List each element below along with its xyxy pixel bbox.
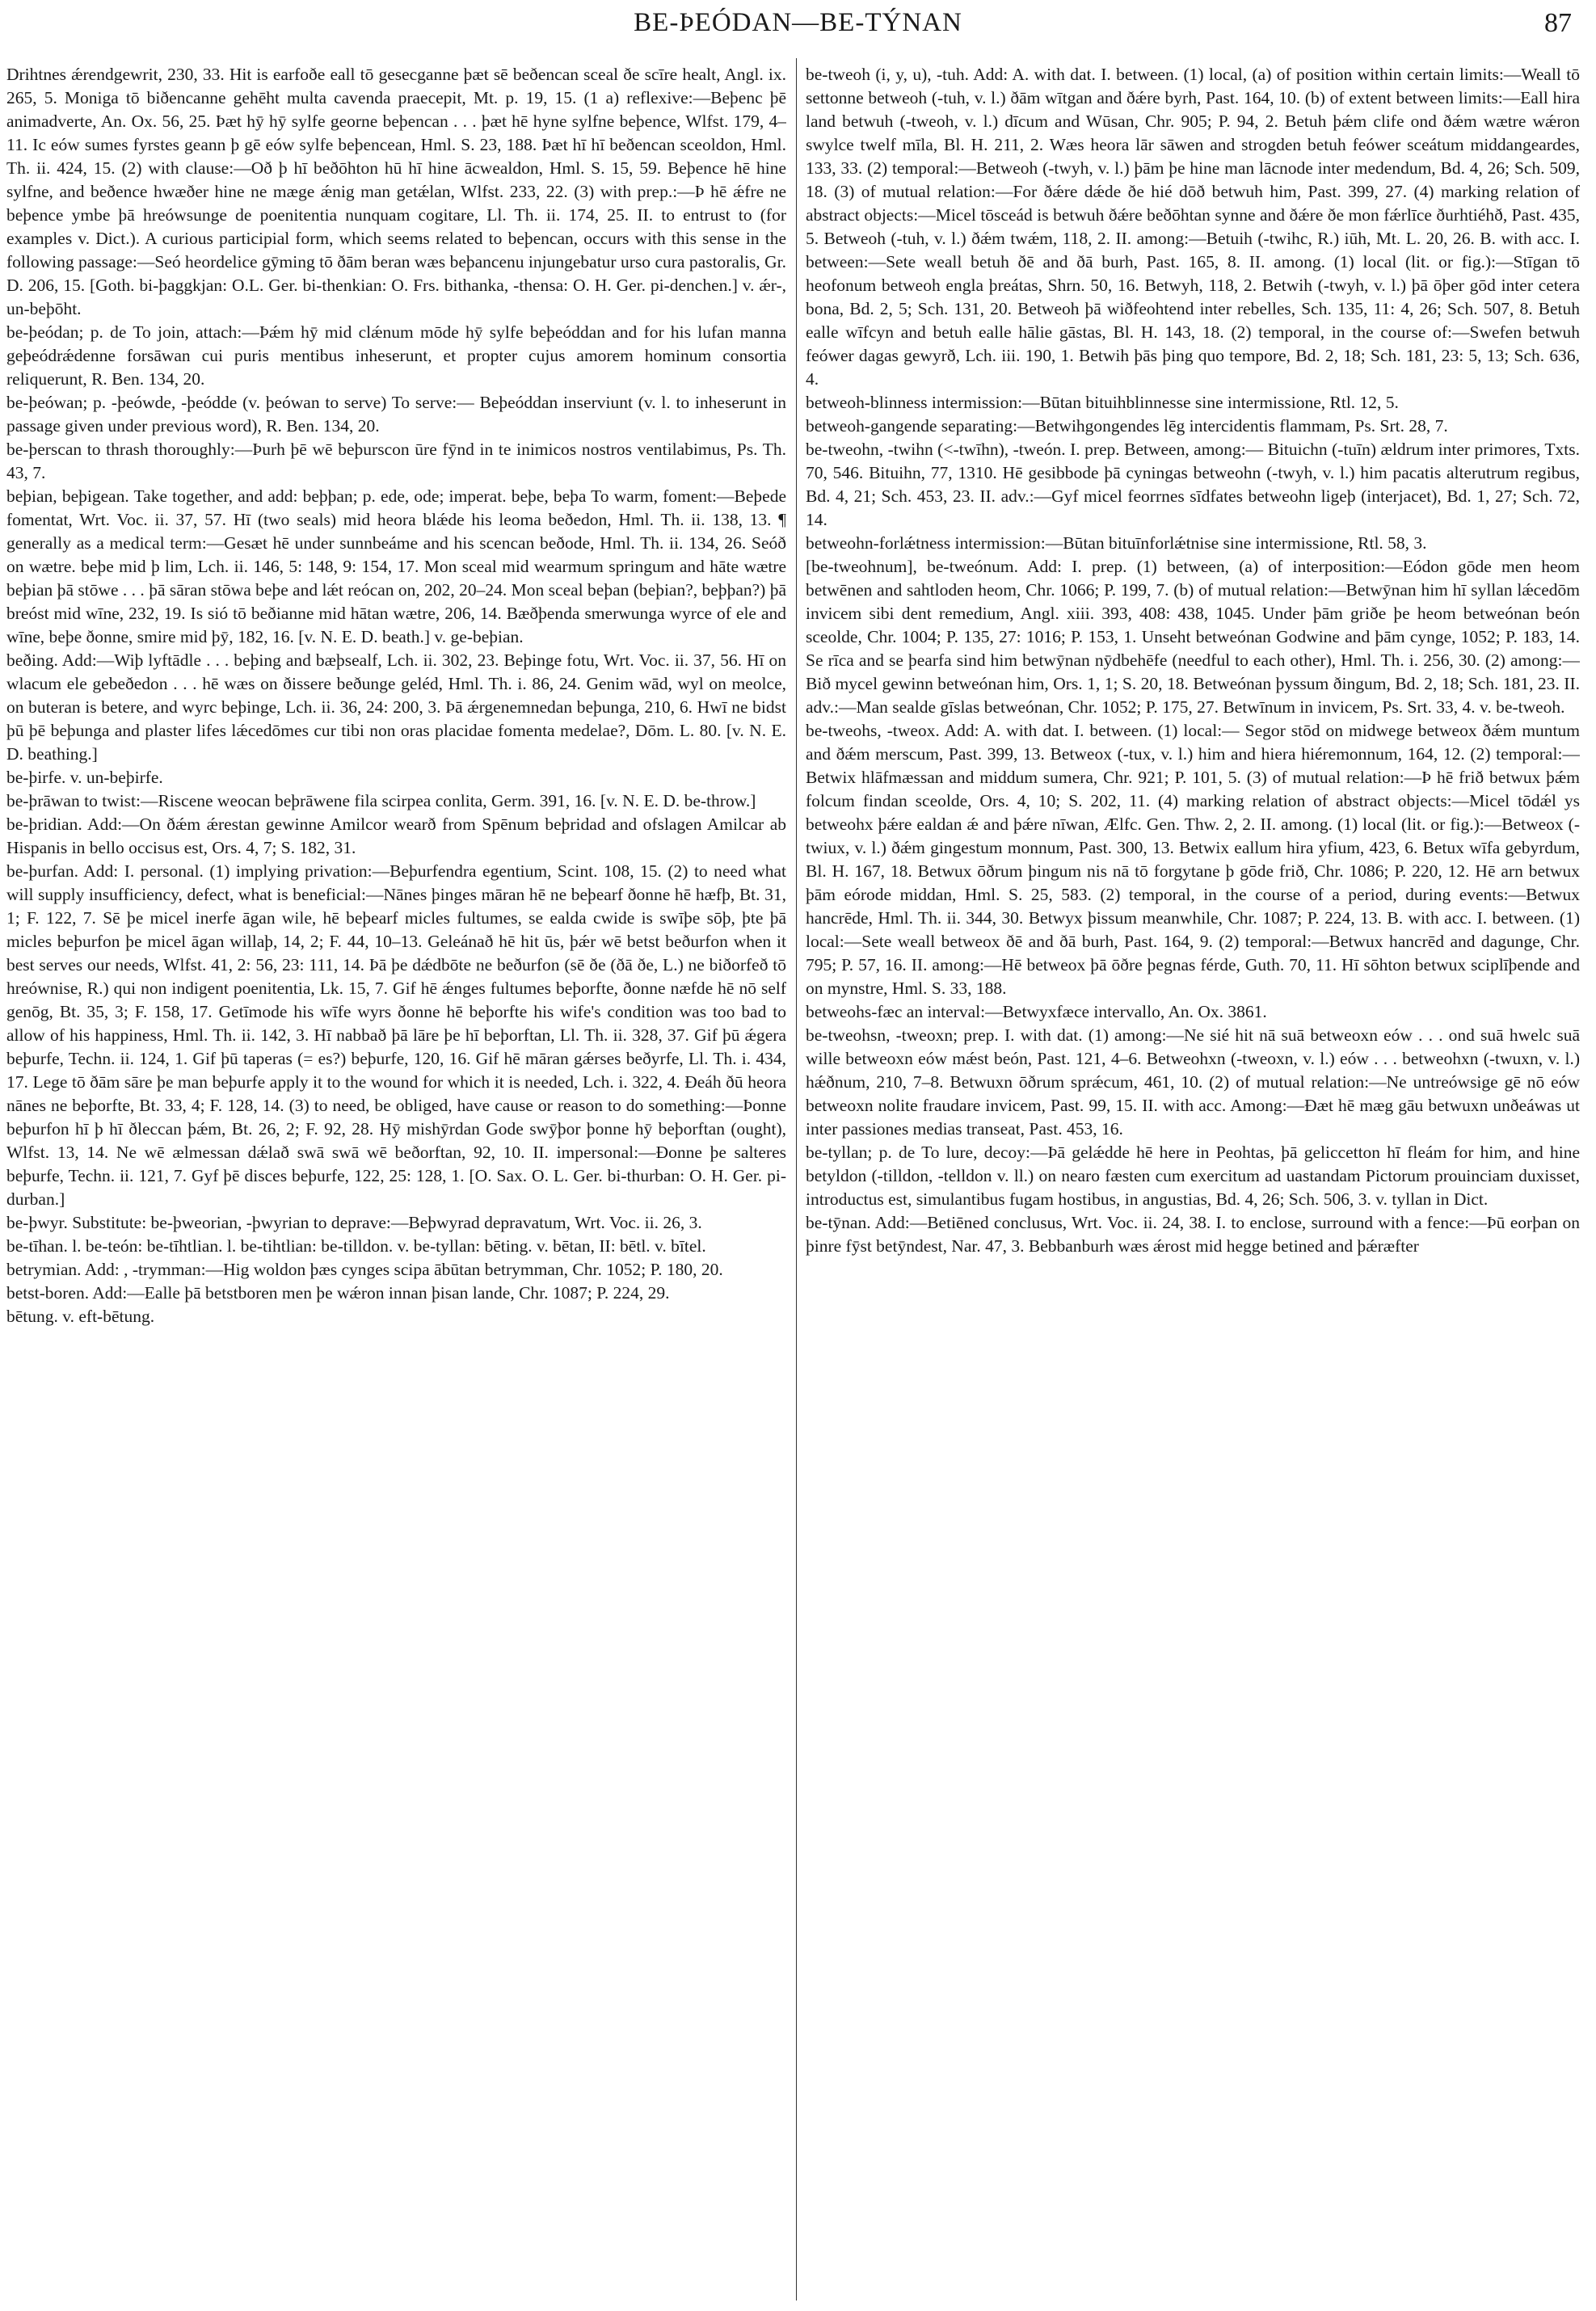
right-column <box>806 63 1580 2300</box>
left-column <box>6 63 786 2300</box>
dictionary-entry: betweoh-blinness intermission:—Būtan bituihblinnesse sine intermissione, Rtl. 12, 5. <box>806 393 1399 412</box>
dictionary-entry: be-tweoh (i, y, u), -tuh. Add: A. with dat. I. between. (1) local, (a) of position within certain limits:—Weall tō settonne betweoh (-tuh, v. l.) ðām wītgan and ðǽre byrh, Past. 164, 10. (b) of extent between limits:—Eall hira land betwuh (-tweoh, v. l.) dīcum and Wūsan, Chr. 905; P. 94, 2. Betuh þǽm clife ond ðǽm wætre wǽron swylce twelf mīla, Bl. H. 211, 2. Wæs heora lār sāwen and strogden betuh feówer sceátum middangeardes, 133, 33. (2) temporal:—Betweoh (-twyh, v. l.) þām þe hine man lācnode inter medendum, Bd. 4, 26; Sch. 509, 18. (3) of mutual relation:—For ðǽre dǽde ðe hié dōð betwuh him, Past. 399, 27. (4) marking relation of abstract objects:—Micel tōsceád is betwuh ðǽre beðōhtan synne and ðǽre ðe mon fǽrlīce ðurhtiéhð, Past. 435, 5. Betweoh (-tuh, v. l.) ðǽm twǽm, 118, 2. II. among:—Betuih (-twihc, R.) iūh, Mt. L. 20, 26. B. with acc. I. between:—Sete weall betuh ðē and ðā burh, Past. 165, 8. II. among. (1) local (lit. or fig.):—Stīgan tō heofonum betweoh engla þreátas, Shrn. 50, 16. Betwyh, 118, 2. Betwih (-twyh, v. l.) þā ōþer gōd inter cetera bona, Bd. 2, 5; Sch. 131, 20. Betweoh þā wiðfeohtend inter rebelles, Sch. 135, 11: 4, 26; Sch. 507, 8. Betuh ealle wīfcyn and betuh ealle hālie gāstas, Bl. H. 143, 18. (2) temporal, in the course of:—Swefen betwuh feówer dagas gewyrð, Lch. iii. 190, 1. Betwih þās þing quo tempore, Bd. 2, 18; Sch. 181, 23: 5, 13; Sch. 636, 4. <box>806 65 1580 389</box>
column-divider <box>796 58 797 2300</box>
dictionary-entry: be-þridian. Add:—On ðǽm ǽrestan gewinne Amilcor wearð from Spēnum beþridad and ofslagen Amilcar ab Hispanis in bello occisus est, Ors. 4, 7; S. 182, 31. <box>6 815 786 857</box>
dictionary-entry: Drihtnes ǽrendgewrit, 230, 33. Hit is earfoðe eall tō gesecganne þæt sē beðencan sceal ðe scīre healt, Angl. ix. 265, 5. Moniga tō biðencanne gehēht multa cavenda praecepit, Mt. p. 19, 15. (1 a) reflexive:—Beþenc þē animadverte, An. Ox. 56, 25. Þæt hȳ hȳ sylfe georne beþencan . . . þæt hē hyne sylfne beþence, Wlfst. 179, 4–11. Ic eów sumes fyrstes geann þ gē eów sylfe beþencean, Hml. S. 23, 188. Þæt hī hī beðencan sceoldon, Hml. Th. ii. 424, 15. (2) with clause:—Oð þ hī beðōhton hū hī hine ācwealdon, Hml. S. 15, 59. Beþence hē hine sylfne, and beðence hwæðer hine ne mæge ǽnig man getǽlan, Wlfst. 233, 22. (3) with prep.:—Þ hē ǽfre ne beþence ymbe þā hreówsunge de poenitentia nunquam cogitare, Ll. Th. ii. 174, 25. II. to entrust to (for examples v. Dict.). A curious participial form, which seems related to beþencan, occurs with this sense in the following passage:—Seó heordelice gȳming tō ðām beran wæs beþancenu injungebatur urso cura pastoralis, Gr. D. 206, 15. [Goth. bi-þaggkjan: O.L. Ger. bi-thenkian: O. Frs. bithanka, -thensa: O. H. Ger. pi-denchen.] v. ǽr-, un-beþōht. <box>6 65 786 318</box>
page-number: 87 <box>1544 8 1572 38</box>
dictionary-entry: betweoh-gangende separating:—Betwihgongendes lēg intercidentis flammam, Ps. Srt. 28, 7. <box>806 416 1448 436</box>
dictionary-entry: bētung. v. eft-bētung. <box>6 1307 155 1326</box>
dictionary-entry: be-tweohsn, -tweoxn; prep. I. with dat. (1) among:—Ne sié hit nā suā betweoxn eów . . . ond suā hwelc suā wille betweoxn eów mǽst beón, Past. 121, 4–6. Betweohxn (-tweoxn, v. l.) eów . . . betweohxn (-twuxn, v. l.) hǽðnum, 210, 7–8. Betwuxn ōðrum sprǽcum, 461, 10. (2) of mutual relation:—Ne untreówsige gē nō eów betweoxn nolite fraudare invicem, Past. 99, 15. II. with acc. Among:—Ðæt hē mæg gāu betwuxn unðeáwas ut inter passiones medias transeat, Past. 453, 16. <box>806 1025 1580 1139</box>
dictionary-entry: be-tīhan. l. be-teón: be-tīhtlian. l. be-tihtlian: be-tilldon. v. be-tyllan: bēting. v. bētan, II: bētl. v. bītel. <box>6 1236 706 1256</box>
dictionary-entry: be-tȳnan. Add:—Betiēned conclusus, Wrt. Voc. ii. 24, 38. I. to enclose, surround with a fence:—Þū eorþan on þinre fȳst betȳndest, Nar. 47, 3. Bebbanburh wæs ǽrost mid hegge betined and þǽræfter <box>806 1213 1580 1256</box>
dictionary-entry: [be-tweohnum], be-tweónum. Add: I. prep. (1) between, (a) of interposition:—Eódon gōde men heom betwēnen and sahtloden heom, Chr. 1066; P. 199, 7. (b) of mutual relation:—Betwȳnan him hī syllan lǽcedōm invicem sibi dent remedium, Angl. xiii. 393, 408: 438, 1045. Under þām griðe þe heom betweónan beón sceolde, Chr. 1004; P. 135, 27: 1016; P. 153, 1. Unseht betweónan Godwine and þām cynge, 1052; P. 183, 14. Se rīca and se þearfa sind him betwȳnan nȳdbehēfe (needful to each other), Hml. Th. i. 256, 30. (2) among:—Bið mycel gewinn betweónan him, Ors. 1, 1; S. 20, 18. Betweónan þyssum ðingum, Bd. 2, 18; Sch. 181, 23. II. adv.:—Man sealde gīslas betweónan, Chr. 1052; P. 175, 27. Betwīnum in invicem, Ps. Srt. 33, 4. v. be-tweoh. <box>806 557 1580 717</box>
dictionary-entry: be-þirfe. v. un-beþirfe. <box>6 768 163 787</box>
running-head: BE-ÞEÓDAN—BE-TÝNAN <box>634 8 962 37</box>
dictionary-entry: be-þeódan; p. de To join, attach:—Þǽm hȳ mid clǽnum mōde hȳ sylfe beþeóddan and for his lufan manna geþeódrǽdenne forsāwan cui puris mentibus inheserunt, et propter cujus amorem hominum consortia reliquerunt, R. Ben. 134, 20. <box>6 322 786 389</box>
dictionary-entry: be-tweohs, -tweox. Add: A. with dat. I. between. (1) local:— Segor stōd on midwege betweox ðǽm muntum and ðǽm merscum, Past. 399, 13. Betweox (-tux, v. l.) him and hiera hiéremonnum, 164, 12. (2) temporal:—Betwix hlāfmæssan and middum sumera, Chr. 921; P. 101, 5. (3) of mutual relation:—Þ hē frið betwux þǽm folcum findan sceolde, Ors. 4, 10; S. 202, 11. (4) marking relation of abstract objects:—Micel tōdǽl ys betweohx þǽre ealdan ǽ and þǽre nīwan, Ælfc. Gen. Thw. 2, 2. II. among. (1) local (lit. or fig.):—Betweox (-twiux, v. l.) ðǽm gingestum monnum, Past. 300, 13. Betwix eallum hira yfium, 423, 6. Betux wīfa gebyrdum, Bl. H. 167, 18. Betwux ōðrum þingum nis nā tō forgytane þ gōde frið, Chr. 1086; P. 220, 12. Hē arn betwux þām eórode middan, Hml. S. 25, 583. (2) temporal, in the course of a period, during events:—Betwux hancrēde, Hml. Th. ii. 344, 30. Betwyx þissum meanwhile, Chr. 1087; P. 224, 13. B. with acc. I. between. (1) local:—Sete weall betweox ðē and ðā burh, Past. 164, 9. (2) temporal:—Betwux hancrēd and dagunge, Chr. 795; P. 57, 16. II. among:—Hē betweox þā ōðre þegnas férde, Guth. 70, 11. Hī sōhton betwux sciplīþende and on mynstre, Hml. S. 33, 188. <box>806 721 1580 998</box>
dictionary-entry: be-þerscan to thrash thoroughly:—Þurh þē wē beþurscon ūre fȳnd in te inimicos nostros ventilabimus, Ps. Th. 43, 7. <box>6 440 786 482</box>
dictionary-entry: be-þwyr. Substitute: be-þweorian, -þwyrian to deprave:—Beþwyrad depravatum, Wrt. Voc. ii. 26, 3. <box>6 1213 702 1232</box>
dictionary-entry: betweohn-forlǽtness intermission:—Būtan bituīnforlǽtnise sine intermissione, Rtl. 58, 3. <box>806 533 1427 553</box>
dictionary-entry: beþian, beþigean. Take together, and add: beþþan; p. ede, ode; imperat. beþe, beþa To warm, foment:—Beþede fomentat, Wrt. Voc. ii. 37, 57. Hī (two seals) mid heora blǽde his leoma beðedon, Hml. Th. ii. 138, 13. ¶ generally as a medical term:—Gesæt hē under sunnbeáme and his scencan beðode, Hml. Th. ii. 134, 26. Seóð on wætre. beþe mid þ lim, Lch. ii. 146, 5: 148, 9: 154, 17. Mon sceal mid wearmum springum and hāte wætre beþian þā stōwe . . . þā sāran stōwa beþe and lǽt reócan on, 202, 20–24. Mon sceal beþan (beþian?, beþþan?) þā breóst mid wīne, 232, 19. Is sió tō beðianne mid hātan wætre, 206, 14. Bæðþenda smerwunga wyrce of ele and wīne, beþe ðonne, smire mid þȳ, 182, 16. [v. N. E. D. beath.] v. ge-beþian. <box>6 486 786 646</box>
dictionary-entry: be-tyllan; p. de To lure, decoy:—Þā gelǽdde hē here in Peohtas, þā geliccetton hī fleám for him, and hine betyldon (-tilldon, -telldon v. ll.) on nearo fæsten cum exercitum ad uastandam Pictorum prouinciam duxisset, introductus est, simulantibus fugam hostibus, in angustias, Bd. 4, 26; Sch. 506, 3. v. tyllan in Dict. <box>806 1143 1580 1209</box>
dictionary-entry: betst-boren. Add:—Ealle þā betstboren men þe wǽron innan þisan lande, Chr. 1087; P. 224, 29. <box>6 1283 670 1303</box>
dictionary-entry: be-þeówan; p. -þeówde, -þeódde (v. þeówan to serve) To serve:— Beþeóddan inserviunt (v. l. to inheserunt in passage given under previous word), R. Ben. 134, 20. <box>6 393 786 436</box>
dictionary-entry: be-þurfan. Add: I. personal. (1) implying privation:—Beþurfendra egentium, Scint. 108, 15. (2) to need what will supply insufficiency, defect, what is beneficial:—Nānes þinges māran hē ne beþearf ðonne hē hæfþ, Bt. 31, 1; F. 122, 7. Sē þe micel inerfe āgan wile, hē beþearf micles fultumes, se ealda cwide is swīþe sōþ, þte þā micles beþurfon þe micel āgan willaþ, 14, 2; F. 44, 10–13. Geleánað hē hit ūs, þǽr wē betst beðurfon when it best serves our needs, Wlfst. 41, 2: 56, 23: 111, 14. Þā þe dǽdbōte ne beðurfon (sē ðe (ðā ðe, L.) ne biðorfeð tō hreównise, R.) qui non indigent poenitentia, Lk. 15, 7. Gif hē ǽnges fultumes beþorfte, ðonne næfde hē nō self genōg, Bt. 35, 3; F. 158, 17. Getīmode his wīfe wyrs ðonne hē beþorfte his wife's condition was too bad to allow of his happiness, Hml. Th. ii. 142, 3. Hī nabbað þā lāre þe hī beþorftan, Ll. Th. ii. 328, 37. Gif þū ǽgera beþurfe, Techn. ii. 124, 1. Gif þū taperas (= es?) beþurfe, 120, 16. Gif hē māran gǽrses beðyrfe, Ll. Th. i. 434, 17. Lege tō ðām sāre þe man beþurfe apply it to the wound for which it is needed, Lch. i. 322, 4. Ðeáh ðū heora nānes ne beþorfte, Bt. 33, 4; F. 128, 14. (3) to need, be obliged, have cause or reason to do something:—Þonne beþurfon hī þ hī ðleccan þǽm, Bt. 26, 2; F. 92, 28. Hȳ mishȳrdan Gode swȳþor þonne hȳ beþorftan (ought), Wlfst. 13, 14. Ne wē ælmessan dǽlað swā swā wē beðorftan, 92, 10. II. impersonal:—Ðonne þe salteres beþurfe, Techn. ii. 121, 7. Gyf þē disces beþurfe, 122, 25: 128, 1. [O. Sax. O. L. Ger. bi-thurban: O. H. Ger. pi-durban.] <box>6 861 786 1209</box>
dictionary-entry: be-þrāwan to twist:—Riscene weocan beþrāwene fila scirpea conlita, Germ. 391, 16. [v. N. E. D. be-throw.] <box>6 791 756 810</box>
dictionary-entry: betrymian. Add: , -trymman:—Hig woldon þæs cynges scipa ābūtan betrymman, Chr. 1052; P. 180, 20. <box>6 1260 723 1279</box>
dictionary-entry: be-tweohn, -twihn (<-twīhn), -tweón. I. prep. Between, among:— Bituichn (-tuīn) ældrum inter primores, Txts. 70, 546. Bituihn, 77, 1310. Hē gesibbode þā cyningas betweohn (-twyh, v. l.) him pacatis alterutrum regibus, Bd. 4, 21; Sch. 453, 23. II. adv.:—Gyf micel feorrnes sīdfates betweohn ligeþ (interjacet), Bd. 1, 27; Sch. 72, 14. <box>806 440 1580 529</box>
page-header <box>0 0 1596 48</box>
dictionary-entry: beðing. Add:—Wiþ lyftādle . . . beþing and bæþsealf, Lch. ii. 302, 23. Beþinge fotu, Wrt. Voc. ii. 37, 56. Hī on wlacum ele gebeðedon . . . hē wæs on ðissere beðunge geléd, Hml. Th. i. 86, 24. Genim wād, wyl on meolce, on buteran is betere, and wyrc beþinge, Lch. ii. 36, 24: 200, 3. Þā ǽrgenemnedan beþunga, 210, 6. Hwī ne bidst þū þē beþunga and plaster lifes lǽcedōmes cur tibi non oras placidae fomenta medelae?, Dōm. L. 80. [v. N. E. D. beathing.] <box>6 650 786 764</box>
dictionary-entry: betweohs-fæc an interval:—Betwyxfæce intervallo, An. Ox. 3861. <box>806 1002 1267 1021</box>
